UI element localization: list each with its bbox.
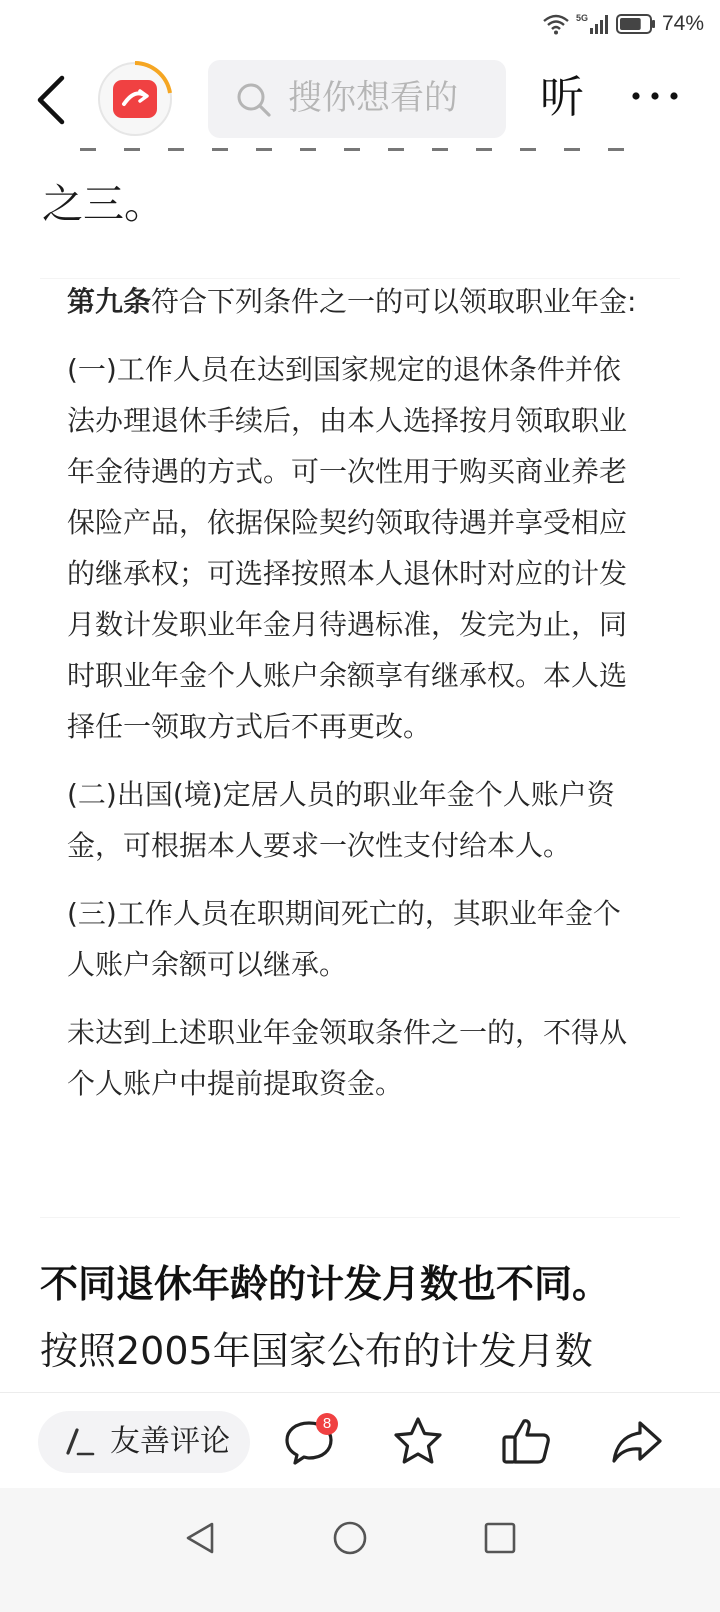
quote-item-3: (三)工作人员在职期间死亡的，其职业年金个人账户余额可以继承。	[67, 897, 621, 981]
network-label: 5G	[575, 13, 588, 23]
status-bar	[0, 0, 720, 50]
search-placeholder: 搜你想看的	[288, 78, 458, 118]
quote-item-2: (二)出国(境)定居人员的职业年金个人账户资金，可根据本人要求一次性支付给本人。	[67, 778, 615, 862]
home-circle-icon[interactable]	[330, 1518, 370, 1558]
quote-intro	[67, 276, 647, 327]
back-triangle-icon[interactable]	[180, 1518, 220, 1558]
listen-button[interactable]: 听	[540, 72, 584, 123]
chevron-left-icon[interactable]	[30, 72, 74, 128]
recents-square-icon[interactable]	[480, 1518, 520, 1558]
app-logo-icon[interactable]	[96, 60, 174, 138]
bottom-action-bar	[0, 1392, 720, 1489]
quote-item-4: 未达到上述职业年金领取条件之一的，不得从个人账户中提前提取资金。	[67, 1016, 628, 1100]
cellular-signal-icon	[576, 12, 610, 36]
battery-percent: 74%	[661, 12, 704, 35]
section-heading: 不同退休年龄的计发月数也不同。	[40, 1262, 611, 1306]
wifi-icon	[542, 13, 570, 35]
paragraph-tail: 之三。	[42, 180, 165, 228]
more-dots-icon[interactable]	[630, 86, 680, 106]
system-navigation-bar	[0, 1488, 720, 1612]
clipped-text-line	[80, 148, 680, 158]
top-nav-bar	[0, 52, 720, 148]
quote-content	[67, 279, 647, 1126]
quote-intro-text: 符合下列条件之一的可以领取职业年金:	[151, 285, 637, 318]
status-indicators	[542, 9, 704, 39]
comment-pill-label: 友善评论	[110, 1424, 230, 1459]
pen-icon	[60, 1425, 96, 1459]
thumbs-up-icon[interactable]	[499, 1415, 553, 1467]
star-icon[interactable]	[391, 1415, 445, 1467]
quote-item-1: (一)工作人员在达到国家规定的退休条件并依法办理退休手续后，由本人选择按月领取职业年金待遇的方式。可一次性用于购买商业养老保险产品，依据保险契约领取待遇并享受相应的继承权；可选择按照本人退休时对应的计发月数计发职业年金月待遇标准，发完为止，同时职业年金个人账户余额享有继承权。本人选择任一领取方式后不再更改。	[67, 353, 628, 743]
next-paragraph: 按照2005年国家公布的计发月数	[40, 1329, 593, 1373]
search-bar[interactable]	[208, 60, 506, 138]
search-icon	[236, 82, 272, 118]
comment-count-badge: 8	[316, 1413, 338, 1435]
comment-input-button[interactable]	[38, 1411, 250, 1473]
article-number: 第九条	[67, 285, 152, 318]
share-arrow-icon[interactable]	[610, 1415, 664, 1467]
battery-icon	[616, 13, 656, 35]
quote-block	[40, 278, 680, 1218]
